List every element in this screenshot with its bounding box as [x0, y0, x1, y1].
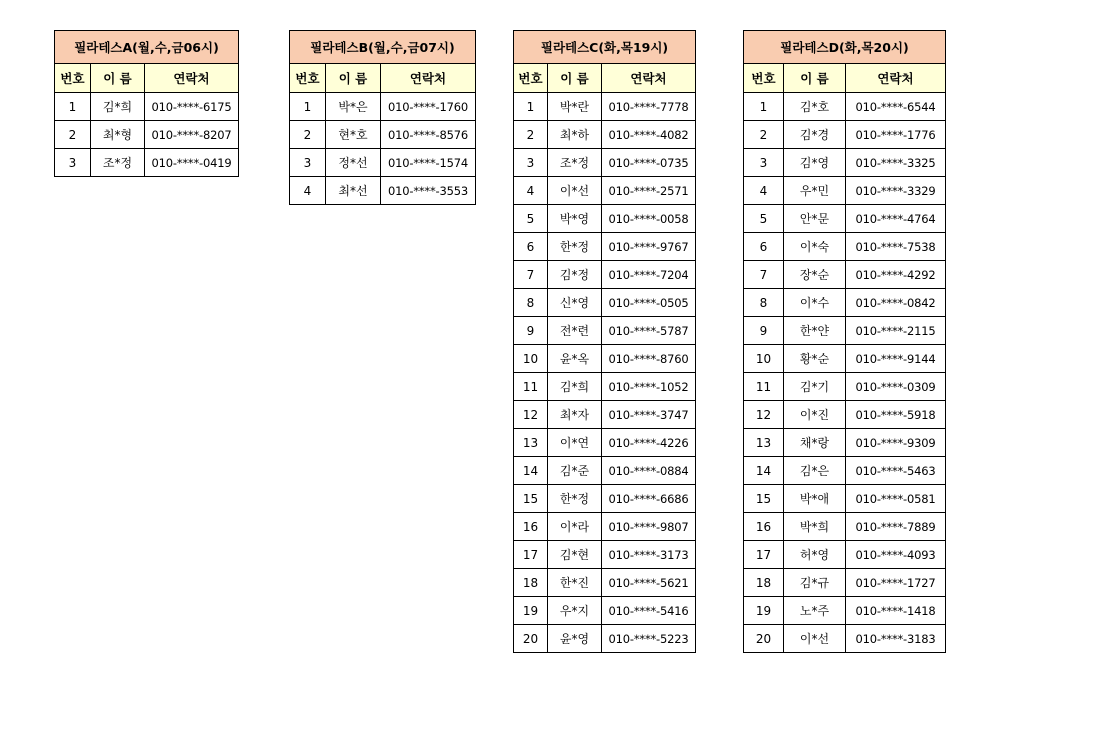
row-number: 1 [514, 93, 548, 121]
phone-number: 010-****-5416 [602, 597, 696, 625]
member-name: 윤*영 [548, 625, 602, 653]
member-name: 한*정 [548, 485, 602, 513]
phone-number: 010-****-1574 [381, 149, 476, 177]
table-row [514, 373, 696, 401]
table-row [744, 373, 946, 401]
row-number: 18 [744, 569, 784, 597]
phone-number: 010-****-5918 [846, 401, 946, 429]
phone-number: 010-****-1418 [846, 597, 946, 625]
roster-table-c [513, 30, 696, 653]
member-name: 한*정 [548, 233, 602, 261]
phone-number: 010-****-8760 [602, 345, 696, 373]
member-name: 김*경 [784, 121, 846, 149]
table-row [514, 429, 696, 457]
member-name: 최*선 [326, 177, 381, 205]
member-name: 김*영 [784, 149, 846, 177]
phone-number: 010-****-4292 [846, 261, 946, 289]
row-number: 4 [744, 177, 784, 205]
member-name: 안*문 [784, 205, 846, 233]
row-number: 3 [514, 149, 548, 177]
table-row [290, 93, 476, 121]
row-number: 3 [290, 149, 326, 177]
table-title: 필라테스D(화,목20시) [744, 31, 946, 64]
phone-number: 010-****-1727 [846, 569, 946, 597]
phone-number: 010-****-9309 [846, 429, 946, 457]
table-row [744, 233, 946, 261]
row-number: 17 [514, 541, 548, 569]
row-number: 3 [744, 149, 784, 177]
phone-number: 010-****-0842 [846, 289, 946, 317]
phone-number: 010-****-3329 [846, 177, 946, 205]
phone-number: 010-****-0735 [602, 149, 696, 177]
phone-number: 010-****-7204 [602, 261, 696, 289]
row-number: 6 [744, 233, 784, 261]
phone-number: 010-****-3553 [381, 177, 476, 205]
member-name: 우*지 [548, 597, 602, 625]
phone-number: 010-****-0058 [602, 205, 696, 233]
table-row [744, 121, 946, 149]
row-number: 19 [744, 597, 784, 625]
column-header-row [744, 64, 946, 93]
phone-number: 010-****-9807 [602, 513, 696, 541]
member-name: 윤*옥 [548, 345, 602, 373]
table-row [744, 429, 946, 457]
member-name: 최*형 [91, 121, 145, 149]
member-name: 김*정 [548, 261, 602, 289]
row-number: 12 [744, 401, 784, 429]
row-number: 2 [514, 121, 548, 149]
row-number: 15 [744, 485, 784, 513]
row-number: 5 [744, 205, 784, 233]
table-row [744, 345, 946, 373]
phone-number: 010-****-8576 [381, 121, 476, 149]
table-row [514, 93, 696, 121]
table-title-row [744, 31, 946, 64]
table-title-row [514, 31, 696, 64]
phone-number: 010-****-0309 [846, 373, 946, 401]
table-row [744, 485, 946, 513]
row-number: 2 [744, 121, 784, 149]
row-number: 10 [744, 345, 784, 373]
row-number: 14 [514, 457, 548, 485]
member-name: 황*순 [784, 345, 846, 373]
column-header-row [290, 64, 476, 93]
table-row [55, 149, 239, 177]
member-name: 김*은 [784, 457, 846, 485]
table-row [744, 261, 946, 289]
phone-number: 010-****-4082 [602, 121, 696, 149]
member-name: 장*순 [784, 261, 846, 289]
row-number: 17 [744, 541, 784, 569]
row-number: 2 [55, 121, 91, 149]
table-title: 필라테스B(월,수,금07시) [290, 31, 476, 64]
row-number: 14 [744, 457, 784, 485]
table-row [744, 625, 946, 653]
phone-number: 010-****-7889 [846, 513, 946, 541]
table-row [514, 289, 696, 317]
member-name: 김*준 [548, 457, 602, 485]
row-number: 10 [514, 345, 548, 373]
table-row [744, 569, 946, 597]
phone-number: 010-****-2115 [846, 317, 946, 345]
row-number: 4 [290, 177, 326, 205]
member-name: 이*수 [784, 289, 846, 317]
header-name: 이 름 [548, 64, 602, 93]
row-number: 12 [514, 401, 548, 429]
table-row [55, 93, 239, 121]
row-number: 16 [744, 513, 784, 541]
member-name: 박*애 [784, 485, 846, 513]
phone-number: 010-****-4093 [846, 541, 946, 569]
member-name: 한*얀 [784, 317, 846, 345]
row-number: 9 [514, 317, 548, 345]
row-number: 15 [514, 485, 548, 513]
column-header-row [514, 64, 696, 93]
phone-number: 010-****-1776 [846, 121, 946, 149]
table-row [744, 177, 946, 205]
header-number: 번호 [290, 64, 326, 93]
member-name: 조*정 [548, 149, 602, 177]
table-row [290, 149, 476, 177]
column-header-row [55, 64, 239, 93]
member-name: 이*선 [784, 625, 846, 653]
header-name: 이 름 [91, 64, 145, 93]
member-name: 박*희 [784, 513, 846, 541]
table-title-row [55, 31, 239, 64]
table-row [290, 121, 476, 149]
table-row [744, 205, 946, 233]
table-row [514, 149, 696, 177]
table-row [514, 121, 696, 149]
phone-number: 010-****-4226 [602, 429, 696, 457]
member-name: 조*정 [91, 149, 145, 177]
member-name: 이*라 [548, 513, 602, 541]
roster-table-b [289, 30, 476, 205]
table-row [514, 233, 696, 261]
phone-number: 010-****-4764 [846, 205, 946, 233]
table-row [290, 177, 476, 205]
member-name: 김*호 [784, 93, 846, 121]
table-title-row [290, 31, 476, 64]
header-number: 번호 [55, 64, 91, 93]
table-row [514, 457, 696, 485]
header-name: 이 름 [784, 64, 846, 93]
member-name: 박*란 [548, 93, 602, 121]
table-row [744, 149, 946, 177]
row-number: 20 [744, 625, 784, 653]
table-title: 필라테스C(화,목19시) [514, 31, 696, 64]
phone-number: 010-****-0581 [846, 485, 946, 513]
row-number: 13 [744, 429, 784, 457]
phone-number: 010-****-3183 [846, 625, 946, 653]
table-row [514, 345, 696, 373]
row-number: 8 [514, 289, 548, 317]
table-row [744, 317, 946, 345]
row-number: 1 [744, 93, 784, 121]
row-number: 6 [514, 233, 548, 261]
table-row [55, 121, 239, 149]
phone-number: 010-****-3325 [846, 149, 946, 177]
table-row [744, 597, 946, 625]
roster-table-d [743, 30, 946, 653]
row-number: 2 [290, 121, 326, 149]
row-number: 18 [514, 569, 548, 597]
row-number: 3 [55, 149, 91, 177]
member-name: 이*진 [784, 401, 846, 429]
table-row [744, 457, 946, 485]
member-name: 김*현 [548, 541, 602, 569]
table-title: 필라테스A(월,수,금06시) [55, 31, 239, 64]
header-name: 이 름 [326, 64, 381, 93]
row-number: 16 [514, 513, 548, 541]
member-name: 최*자 [548, 401, 602, 429]
phone-number: 010-****-1760 [381, 93, 476, 121]
row-number: 19 [514, 597, 548, 625]
phone-number: 010-****-6544 [846, 93, 946, 121]
phone-number: 010-****-7538 [846, 233, 946, 261]
member-name: 이*숙 [784, 233, 846, 261]
row-number: 11 [744, 373, 784, 401]
member-name: 정*선 [326, 149, 381, 177]
member-name: 김*희 [91, 93, 145, 121]
phone-number: 010-****-9144 [846, 345, 946, 373]
phone-number: 010-****-5621 [602, 569, 696, 597]
row-number: 4 [514, 177, 548, 205]
header-contact: 연락처 [381, 64, 476, 93]
member-name: 노*주 [784, 597, 846, 625]
member-name: 최*하 [548, 121, 602, 149]
row-number: 7 [744, 261, 784, 289]
phone-number: 010-****-0884 [602, 457, 696, 485]
member-name: 현*호 [326, 121, 381, 149]
header-number: 번호 [744, 64, 784, 93]
phone-number: 010-****-5787 [602, 317, 696, 345]
header-contact: 연락처 [145, 64, 239, 93]
header-number: 번호 [514, 64, 548, 93]
row-number: 9 [744, 317, 784, 345]
table-row [514, 317, 696, 345]
row-number: 20 [514, 625, 548, 653]
phone-number: 010-****-6175 [145, 93, 239, 121]
phone-number: 010-****-3173 [602, 541, 696, 569]
phone-number: 010-****-0419 [145, 149, 239, 177]
table-row [514, 541, 696, 569]
phone-number: 010-****-9767 [602, 233, 696, 261]
table-row [514, 205, 696, 233]
member-name: 우*민 [784, 177, 846, 205]
phone-number: 010-****-5463 [846, 457, 946, 485]
member-name: 김*희 [548, 373, 602, 401]
row-number: 8 [744, 289, 784, 317]
table-row [744, 541, 946, 569]
member-name: 김*기 [784, 373, 846, 401]
table-row [744, 289, 946, 317]
table-row [514, 485, 696, 513]
member-name: 김*규 [784, 569, 846, 597]
member-name: 박*영 [548, 205, 602, 233]
member-name: 전*련 [548, 317, 602, 345]
phone-number: 010-****-5223 [602, 625, 696, 653]
member-name: 허*영 [784, 541, 846, 569]
table-row [514, 597, 696, 625]
roster-table-a [54, 30, 239, 177]
table-row [514, 177, 696, 205]
phone-number: 010-****-0505 [602, 289, 696, 317]
table-row [514, 401, 696, 429]
phone-number: 010-****-3747 [602, 401, 696, 429]
phone-number: 010-****-8207 [145, 121, 239, 149]
member-name: 박*은 [326, 93, 381, 121]
member-name: 신*영 [548, 289, 602, 317]
header-contact: 연락처 [602, 64, 696, 93]
member-name: 이*연 [548, 429, 602, 457]
table-row [514, 513, 696, 541]
table-row [744, 513, 946, 541]
row-number: 1 [55, 93, 91, 121]
row-number: 7 [514, 261, 548, 289]
member-name: 채*랑 [784, 429, 846, 457]
table-row [744, 93, 946, 121]
table-row [514, 261, 696, 289]
row-number: 11 [514, 373, 548, 401]
phone-number: 010-****-7778 [602, 93, 696, 121]
table-row [514, 625, 696, 653]
table-row [744, 401, 946, 429]
phone-number: 010-****-2571 [602, 177, 696, 205]
row-number: 1 [290, 93, 326, 121]
header-contact: 연락처 [846, 64, 946, 93]
member-name: 이*선 [548, 177, 602, 205]
row-number: 5 [514, 205, 548, 233]
table-row [514, 569, 696, 597]
row-number: 13 [514, 429, 548, 457]
member-name: 한*진 [548, 569, 602, 597]
phone-number: 010-****-6686 [602, 485, 696, 513]
phone-number: 010-****-1052 [602, 373, 696, 401]
